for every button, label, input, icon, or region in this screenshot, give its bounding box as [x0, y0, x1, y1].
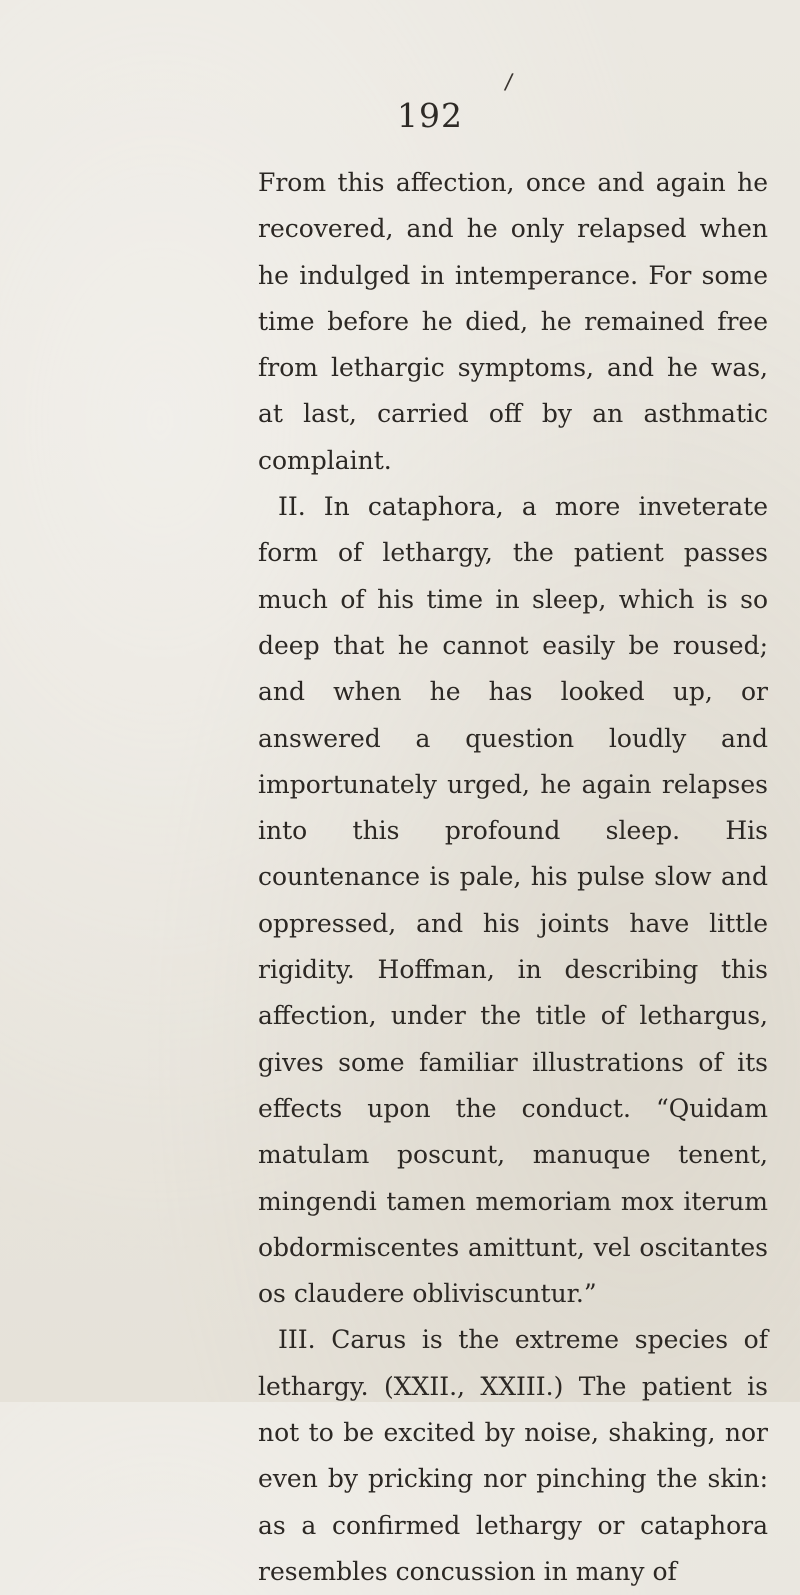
- pencil-mark: /: [503, 69, 515, 96]
- paragraph-1: From this affection, once and again he recovered, and he only relapsed when he indulged in intemperance. For some time before he died, he remained free from lethargic symptoms, and he was, at last, carried off by an asthmatic complaint.: [258, 168, 768, 475]
- body-text: [258, 160, 768, 1595]
- paragraph-3: III. Carus is the extreme species of lethargy. (XXII., XXIII.) The patient is not to be excited by noise, shaking, nor even by pricking nor pinching the skin: as a confirmed lethargy or cataphora resembles concussion in many of: [258, 1325, 768, 1586]
- page-number: 192: [397, 96, 463, 135]
- paragraph-2: II. In cataphora, a more inveterate form of lethargy, the patient passes much of his time in sleep, which is so deep that he cannot easily be roused; and when he has looked up, or answered a question loudly and importunately urged, he again relapses into this profound sleep. His countenance is pale, his pulse slow and oppressed, and his joints have little rigidity. Hoffman, in describing this affection, under the title of lethargus, gives some familiar illustrations of its effects upon the conduct. “Quidam matulam poscunt, manuque tenent, mingendi tamen memoriam mox iterum obdormiscentes amittunt, vel oscitantes os claudere obliviscuntur.”: [258, 492, 768, 1309]
